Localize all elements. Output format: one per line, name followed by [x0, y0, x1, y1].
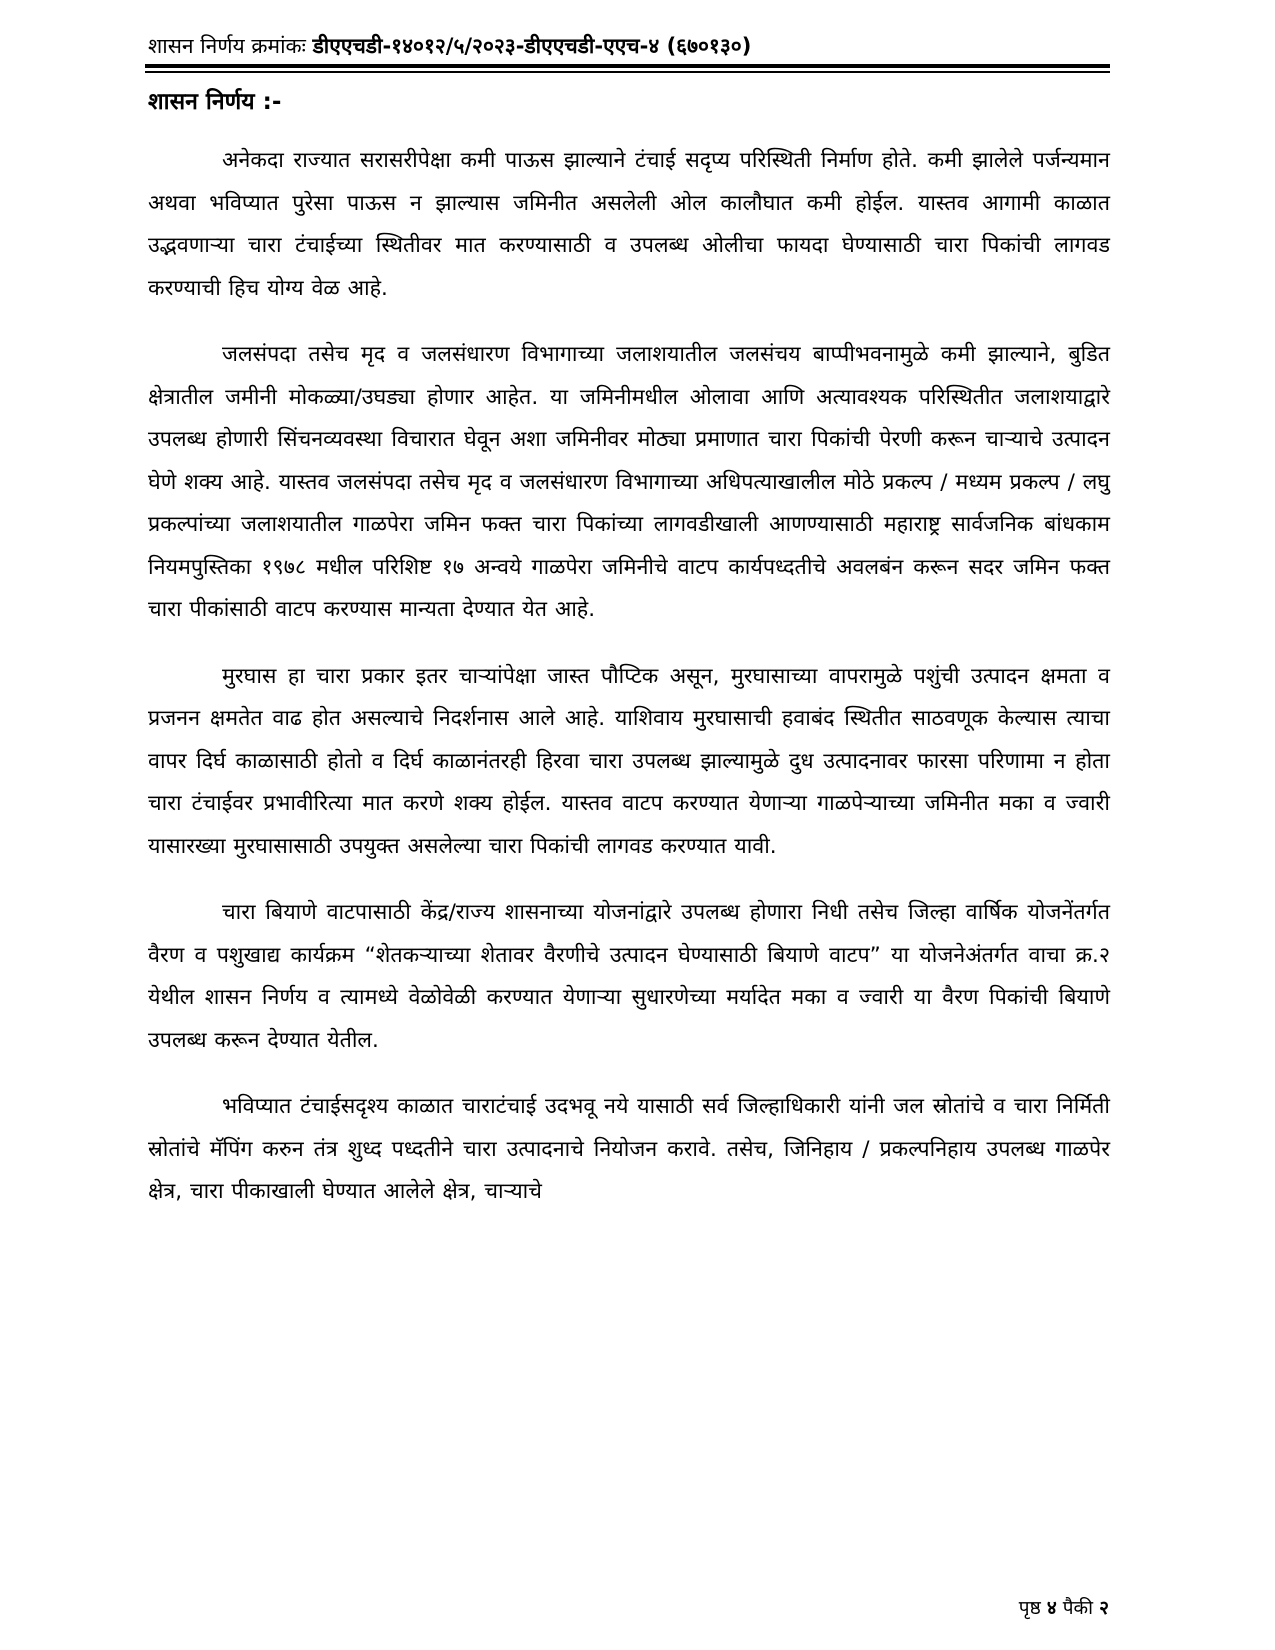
page-footer — [1019, 1595, 1109, 1621]
section-heading: शासन निर्णय :- — [148, 89, 282, 115]
paragraph-1: अनेकदा राज्यात सरासरीपेक्षा कमी पाऊस झाल्याने टंचाई सदृप्य परिस्थिती निर्माण होते. कमी झालेले पर्जन्यमान अथवा भविप्यात पुरेसा पाऊस न झाल्यास जमिनीत असलेली ओल कालौघात कमी होईल. यास्तव आगामी काळात उद्भवणाऱ्या चारा टंचाईच्या स्थितीवर मात करण्यासाठी व उपलब्ध ओलीचा फायदा घेण्यासाठी चारा पिकांची लागवड करण्याची हिच योग्य वेळ आहे. — [148, 148, 1110, 301]
paragraph-5: भविप्यात टंचाईसदृश्य काळात चाराटंचाई उदभवू नये यासाठी सर्व जिल्हाधिकारी यांनी जल स्रोतांचे व चारा निर्मिती स्रोतांचे मॅपिंग करुन तंत्र शुध्द पध्दतीने चारा उत्पादनाचे नियोजन करावे. तसेच, जिनिहाय / प्रकल्पनिहाय उपलब्ध गाळपेर क्षेत्र, चारा पीकाखाली घेण्यात आलेले क्षेत्र, चाऱ्याचे — [148, 1094, 1110, 1204]
gr-number: डीएएचडी-१४०१२/५/२०२३-डीएएचडी-एएच-४ (६७०१३०) — [312, 34, 752, 58]
footer-page-number: ४ — [1046, 1597, 1057, 1619]
paragraph-3: मुरघास हा चारा प्रकार इतर चाऱ्यांपेक्षा जास्त पौप्टिक असून, मुरघासाच्या वापरामुळे पशुंची उत्पादन क्षमता व प्रजनन क्षमतेत वाढ होत असल्याचे निदर्शनास आले आहे. याशिवाय मुरघासाची हवाबंद स्थितीत साठवणूक केल्यास त्याचा वापर दिर्घ काळासाठी होतो व दिर्घ काळानंतरही हिरवा चारा उपलब्ध झाल्यामुळे दुध उत्पादनावर फारसा परिणामा न होता चारा टंचाईवर प्रभावीरित्या मात करणे शक्य होईल. यास्तव वाटप करण्यात येणाऱ्या गाळपेऱ्याच्या जमिनीत मका व ज्वारी यासारख्या मुरघासासाठी उपयुक्त असलेल्या चारा पिकांची लागवड करण्यात यावी. — [148, 663, 1110, 859]
footer-middle: पैकी — [1062, 1597, 1094, 1619]
header-rule-thick — [145, 64, 1110, 68]
paragraph-4: चारा बियाणे वाटपासाठी केंद्र/राज्य शासनाच्या योजनांद्वारे उपलब्ध होणारा निधी तसेच जिल्हा वार्षिक योजनेंतर्गत वैरण व पशुखाद्य कार्यक्रम “शेतकऱ्याच्या शेतावर वैरणीचे उत्पादन घेण्यासाठी बियाणे वाटप” या योजनेअंतर्गत वाचा क्र.२ येथील शासन निर्णय व त्यामध्ये वेळोवेळी करण्यात येणाऱ्या सुधारणेच्या मर्यादेत मका व ज्वारी या वैरण पिकांची बियाणे उपलब्ध करून देण्यात येतील. — [148, 900, 1110, 1053]
footer-total-pages: २ — [1099, 1597, 1109, 1619]
footer-prefix: पृष्ठ — [1018, 1597, 1041, 1619]
document-body — [148, 140, 1110, 1238]
document-header — [148, 32, 1108, 60]
header-rule-thin — [145, 71, 1110, 73]
gr-number-label: शासन निर्णय क्रमांकः — [148, 34, 306, 58]
paragraph-2: जलसंपदा तसेच मृद व जलसंधारण विभागाच्या जलाशयातील जलसंचय बाप्पीभवनामुळे कमी झाल्याने, बुडित क्षेत्रातील जमीनी मोकळ्या/उघड्या होणार आहेत. या जमिनीमधील ओलावा आणि अत्यावश्यक परिस्थितीत जलाशयाद्वारे उपलब्ध होणारी सिंचनव्यवस्था विचारात घेवून अशा जमिनीवर मोठ्या प्रमाणात चारा पिकांची पेरणी करून चाऱ्याचे उत्पादन घेणे शक्य आहे. यास्तव जलसंपदा तसेच मृद व जलसंधारण विभागाच्या अधिपत्याखालील मोठे प्रकल्प / मध्यम प्रकल्प / लघु प्रकल्पांच्या जलाशयातील गाळपेरा जमिन फक्त चारा पिकांच्या लागवडीखाली आणण्यासाठी महाराष्ट्र सार्वजनिक बांधकाम नियमपुस्तिका १९७८ मधील परिशिष्ट १७ अन्वये गाळपेरा जमिनीचे वाटप कार्यपध्दतीचे अवलबंन करून सदर जमिन फक्त चारा पीकांसाठी वाटप करण्यास मान्यता देण्यात येत आहे. — [148, 342, 1110, 622]
